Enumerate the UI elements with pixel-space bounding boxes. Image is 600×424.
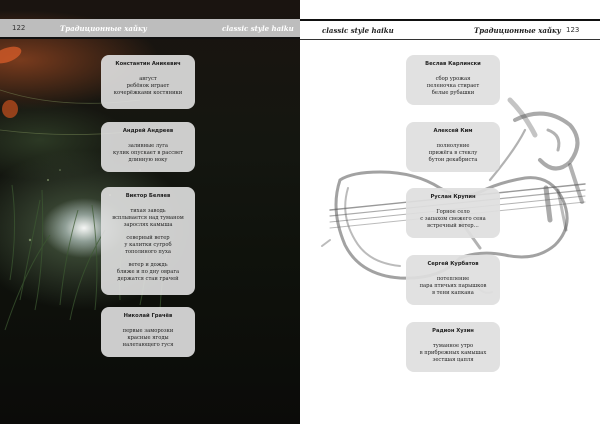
author-name: Андрей Андреев (122, 128, 174, 134)
poem-card (101, 122, 195, 172)
page-number: 122 (12, 24, 26, 32)
author-name: Веслав Карлински (425, 61, 481, 67)
poem-card (406, 322, 500, 372)
header-title-ru: Традиционные хайку (60, 23, 147, 33)
haiku-text: полнолуние прижёга в стеклу бутон декабриста (428, 143, 478, 163)
haiku-text: потепление пара птичьих парышков в тени капкана (419, 276, 487, 296)
author-name: Виктор Беляев (125, 193, 171, 199)
haiku-text: первые заморозки красные ягоды налетающего гуся (122, 328, 174, 348)
orange-leaf-blur (2, 100, 18, 118)
poem-card (406, 55, 500, 105)
haiku-text: август ребёнок играет кочерёжками костяники (113, 76, 183, 96)
right-page (300, 0, 600, 424)
running-header (0, 19, 300, 39)
author-name: Сергей Курбатов (427, 261, 479, 267)
author-name: Руслан Крупин (430, 194, 476, 200)
haiku-text: северный ветер у калитки сугроб тополиного пуха (124, 235, 172, 255)
haiku-text: сбор урожая пеленочка стирает белые рубашки (426, 76, 480, 96)
author-name: Николай Грачёв (123, 313, 173, 319)
haiku-text: ветер и дождь ближе и по дну оврага держатся стаи грачей (116, 262, 180, 282)
haiku-text: Горное село с запахом свежего сена встречный ветер… (420, 209, 486, 229)
author-name: Константин Аникевич (115, 61, 181, 67)
poem-card (101, 55, 195, 109)
poem-card (406, 255, 500, 305)
header-title-en: classic style haiku (322, 25, 394, 35)
haiku-text: тихая заводь всплывается над туманом зарослях камыша (112, 208, 184, 228)
haiku-text: заливные луга кулик опускает в рассвет длинную ноку (112, 143, 184, 163)
header-title-en: classic style haiku (222, 23, 294, 33)
page-number: 123 (566, 26, 580, 34)
poem-card (406, 122, 500, 172)
running-header (300, 19, 600, 40)
haiku-text: туманное утро в прибрежных камышах зестшая цапля (419, 343, 487, 363)
header-title-ru: Традиционные хайку (474, 25, 561, 35)
poem-card (101, 307, 195, 357)
author-name: Алексей Ким (433, 128, 473, 134)
author-name: Радион Хузин (432, 328, 474, 334)
poem-card (101, 187, 195, 295)
poem-card (406, 188, 500, 238)
